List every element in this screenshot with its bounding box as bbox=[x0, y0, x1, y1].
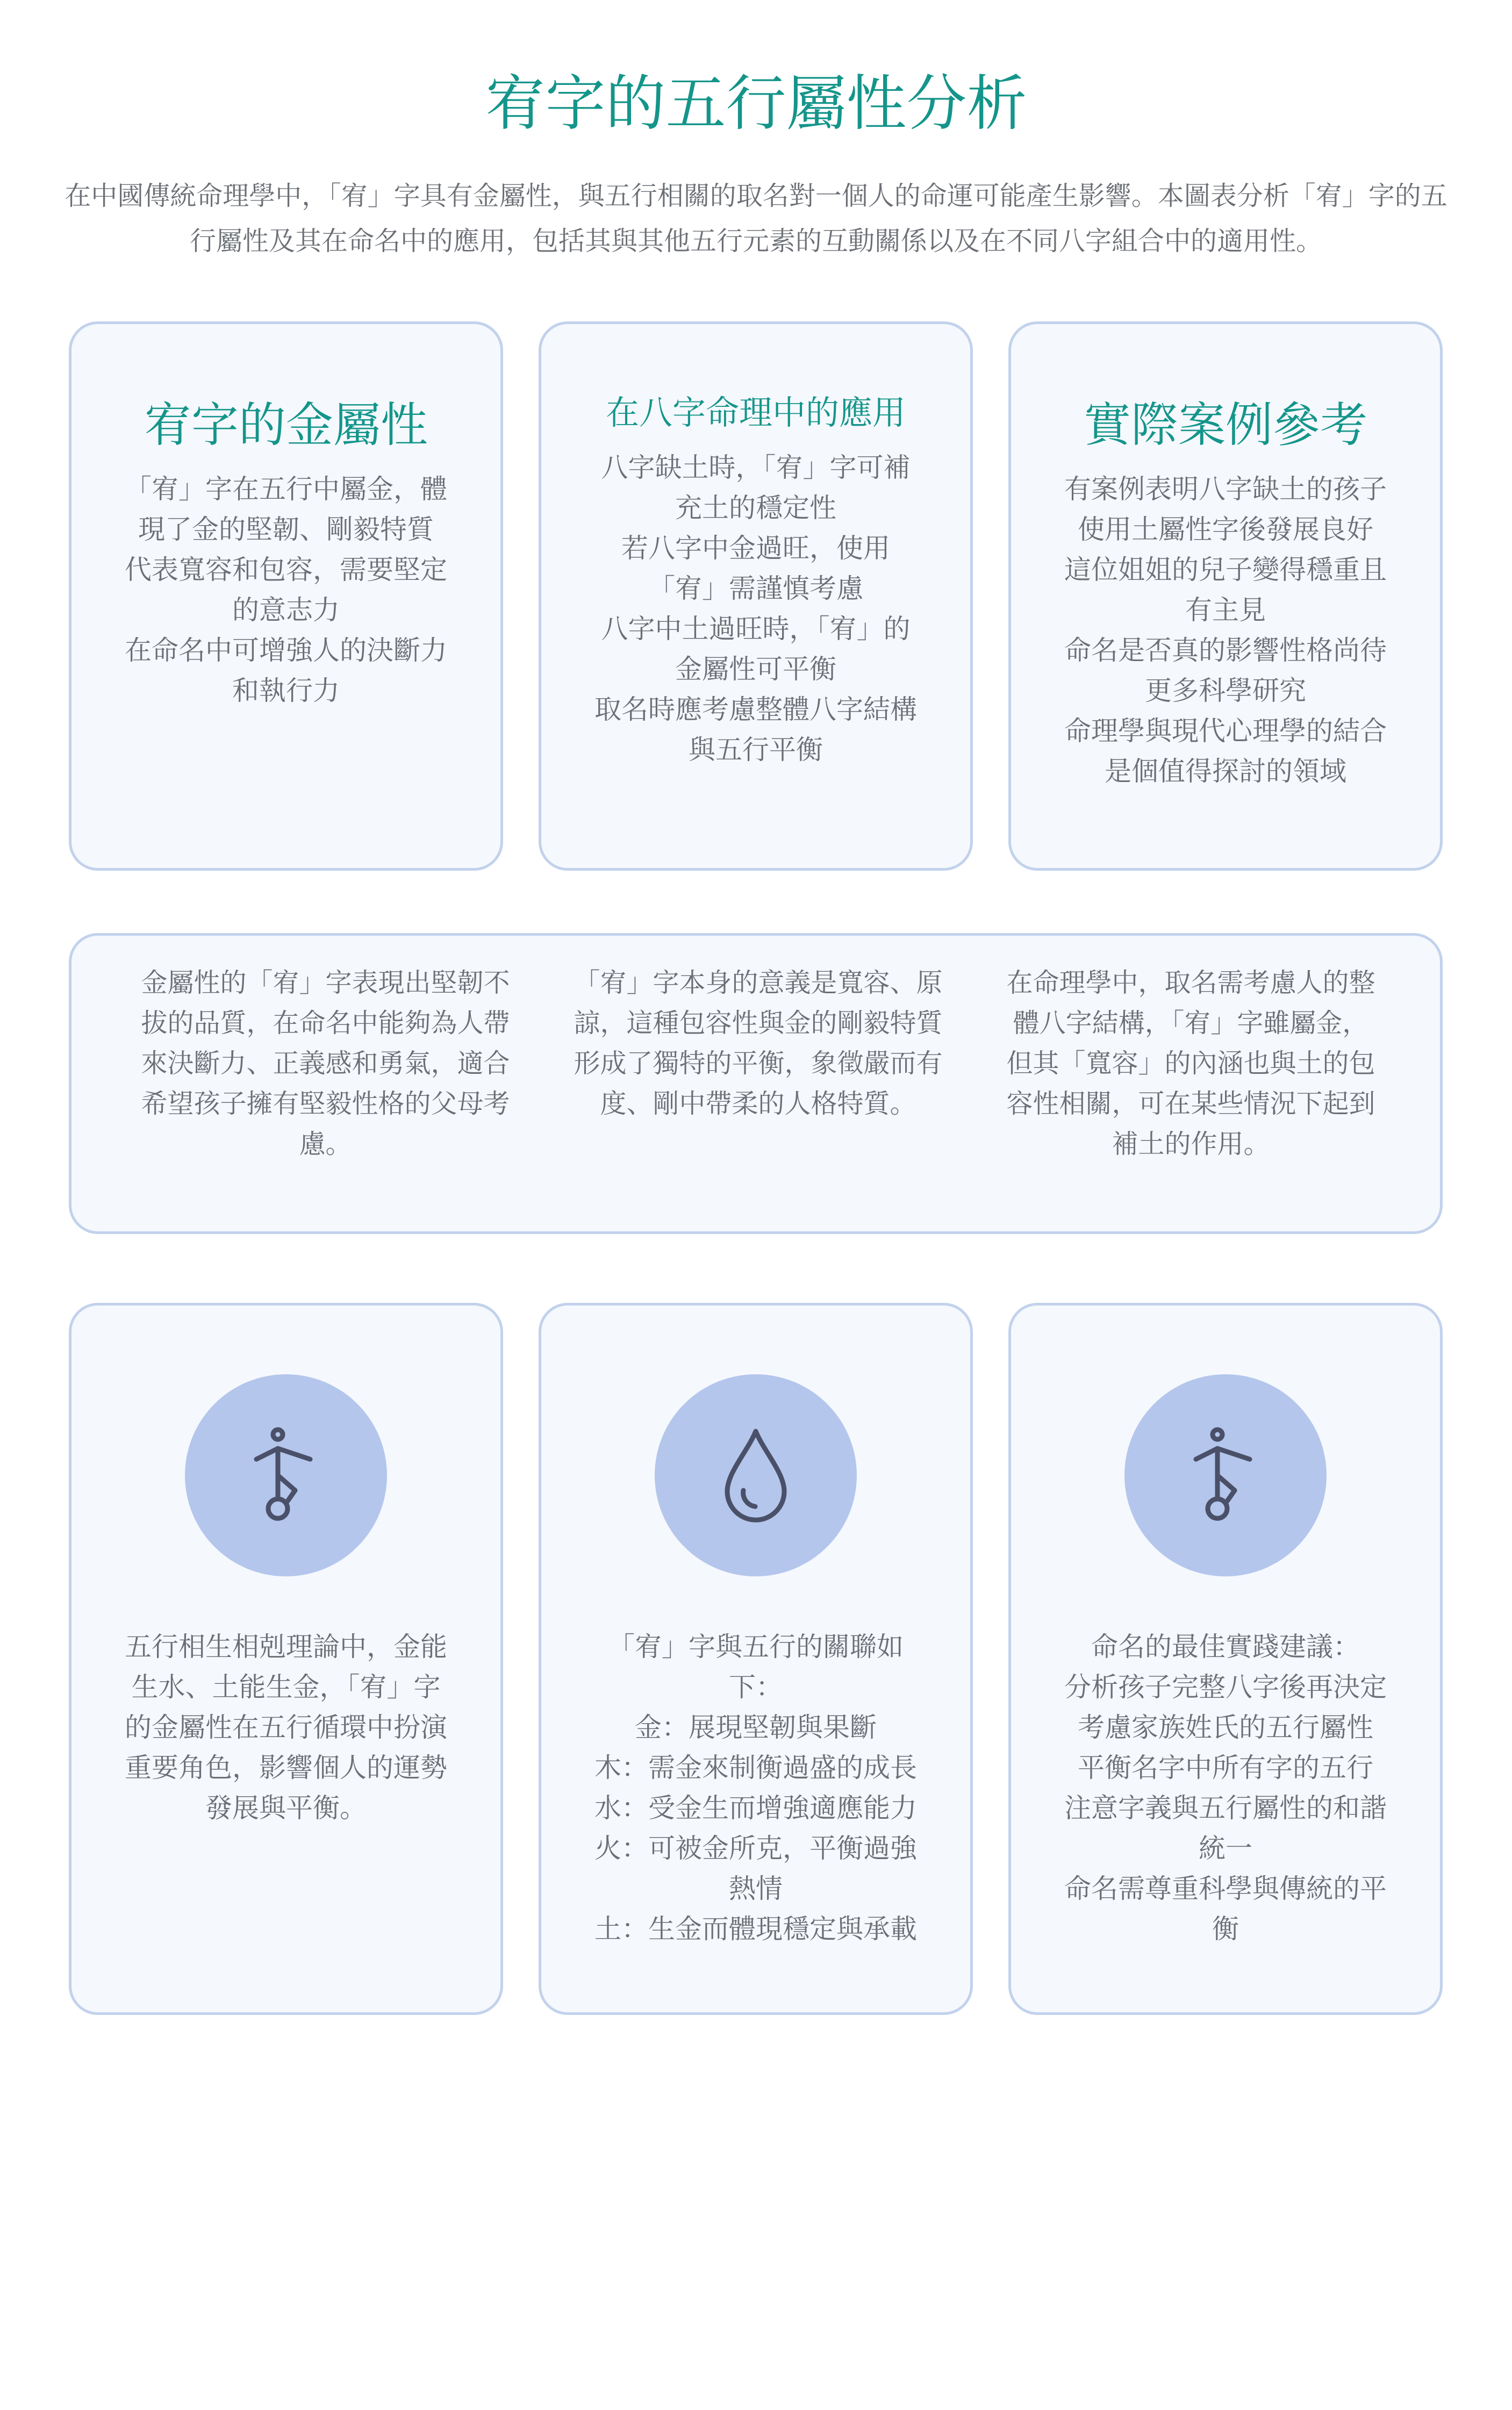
card-line: 的金屬性在五行循環中扮演 bbox=[125, 1712, 447, 1743]
summary-line: 來決斷力、正義感和勇氣，適合 bbox=[141, 1048, 510, 1079]
card-line: 命理學與現代心理學的結合 bbox=[1064, 715, 1387, 747]
summary-line: 希望孩子擁有堅毅性格的父母考 bbox=[141, 1088, 510, 1119]
page-title: 宥字的五行屬性分析 bbox=[485, 69, 1027, 139]
water-drop-icon bbox=[715, 1422, 796, 1529]
card-line: 是個值得探討的領域 bbox=[1105, 756, 1346, 787]
summary-line: 補土的作用。 bbox=[1112, 1129, 1270, 1159]
card-line: 木：需金來制衡過盛的成長 bbox=[594, 1752, 917, 1783]
card-line: 分析孩子完整八字後再決定 bbox=[1064, 1672, 1387, 1703]
card-line: 有案例表明八字缺土的孩子 bbox=[1064, 474, 1387, 505]
icon-circle bbox=[185, 1374, 387, 1576]
card-line: 「宥」需謹慎考慮 bbox=[648, 573, 863, 604]
card-line: 金：展現堅韌與果斷 bbox=[635, 1712, 877, 1743]
card-line: 和執行力 bbox=[232, 675, 340, 706]
card-line: 熱情 bbox=[729, 1873, 783, 1904]
summary-line: 在命理學中，取名需考慮人的整 bbox=[1006, 967, 1375, 998]
card-line: 這位姐姐的兒子變得穩重且 bbox=[1064, 554, 1387, 585]
card-line: 代表寬容和包容，需要堅定 bbox=[125, 554, 447, 585]
card-line: 重要角色，影響個人的運勢 bbox=[125, 1752, 447, 1783]
card-line: 五行相生相剋理論中，金能 bbox=[125, 1631, 447, 1662]
person-balancing-icon bbox=[1185, 1422, 1266, 1529]
summary-line: 容性相關，可在某些情況下起到 bbox=[1006, 1088, 1375, 1119]
card-line: 土：生金而體現穩定與承載 bbox=[594, 1913, 917, 1945]
intro-paragraph: 在中國傳統命理學中，「宥」字具有金屬性，與五行相關的取名對一個人的命運可能產生影響。本圖表分析「宥」字的五行屬性及其在命名中的應用，包括其與其他五行元素的互動關係以及在不同八字組合中的適用性。 bbox=[65, 181, 1447, 256]
card-line: 發展與平衡。 bbox=[205, 1792, 367, 1824]
card-line: 考慮家族姓氏的五行屬性 bbox=[1078, 1712, 1373, 1743]
card-body bbox=[71, 469, 500, 711]
card-line: 的意志力 bbox=[232, 594, 340, 626]
icon-circle bbox=[1124, 1374, 1327, 1576]
card-five-elements-cycle bbox=[69, 1303, 503, 2015]
card-line: 金屬性可平衡 bbox=[675, 654, 836, 685]
summary-line: 金屬性的「宥」字表現出堅韌不 bbox=[141, 967, 510, 998]
person-balancing-icon bbox=[246, 1422, 326, 1529]
card-line: 水：受金生而增強適應能力 bbox=[594, 1792, 917, 1824]
card-line: 與五行平衡 bbox=[689, 734, 823, 765]
card-line: 下： bbox=[729, 1672, 783, 1703]
card-title: 在八字命理中的應用 bbox=[605, 393, 906, 432]
card-line: 在命名中可增強人的決斷力 bbox=[125, 635, 447, 666]
summary-line: 慮。 bbox=[299, 1129, 352, 1159]
card-line: 更多科學研究 bbox=[1145, 675, 1306, 706]
card-line: 使用土屬性字後發展良好 bbox=[1078, 514, 1373, 545]
card-line: 命名的最佳實踐建議： bbox=[1091, 1631, 1360, 1662]
summary-column bbox=[991, 963, 1391, 1164]
summary-line: 拔的品質，在命名中能夠為人帶 bbox=[141, 1008, 510, 1038]
card-bazi-application bbox=[539, 321, 973, 871]
card-element-relations bbox=[539, 1303, 973, 2015]
summary-line: 諒，這種包容性與金的剛毅特質 bbox=[574, 1008, 943, 1038]
card-line: 有主見 bbox=[1185, 594, 1266, 626]
card-summary-wide bbox=[69, 933, 1443, 1234]
summary-line: 形成了獨特的平衡，象徵嚴而有 bbox=[574, 1048, 943, 1079]
summary-line: 體八字結構，「宥」字雖屬金， bbox=[1013, 1008, 1369, 1038]
card-line: 平衡名字中所有字的五行 bbox=[1078, 1752, 1373, 1783]
card-line: 衡 bbox=[1212, 1913, 1239, 1945]
card-line: 「宥」字與五行的關聯如 bbox=[608, 1631, 904, 1662]
icon-circle bbox=[655, 1374, 857, 1576]
summary-line: 但其「寬容」的內涵也與土的包 bbox=[1006, 1048, 1375, 1079]
card-title: 實際案例參考 bbox=[1083, 397, 1367, 453]
card-line: 八字缺土時，「宥」字可補 bbox=[601, 452, 911, 483]
card-naming-best-practice bbox=[1008, 1303, 1443, 2015]
card-body bbox=[541, 448, 970, 770]
card-line: 八字中土過旺時，「宥」的 bbox=[601, 613, 911, 644]
card-line: 現了金的堅韌、剛毅特質 bbox=[138, 514, 434, 545]
card-line: 取名時應考慮整體八字結構 bbox=[594, 694, 917, 725]
card-line: 若八字中金過旺，使用 bbox=[621, 533, 890, 564]
card-line: 「宥」字在五行中屬金，體 bbox=[125, 474, 447, 505]
summary-columns bbox=[125, 963, 1392, 1164]
card-metal-attribute bbox=[69, 321, 503, 871]
card-title: 宥字的金屬性 bbox=[144, 397, 428, 453]
summary-line: 度、剛中帶柔的人格特質。 bbox=[600, 1088, 916, 1119]
card-body bbox=[541, 1627, 970, 1949]
card-line: 統一 bbox=[1199, 1833, 1252, 1864]
summary-column bbox=[125, 963, 526, 1164]
card-line: 注意字義與五行屬性的和諧 bbox=[1064, 1792, 1387, 1824]
card-line: 火：可被金所克，平衡過強 bbox=[594, 1833, 917, 1864]
card-case-reference bbox=[1008, 321, 1443, 871]
card-line: 命名是否真的影響性格尚待 bbox=[1064, 635, 1387, 666]
card-body bbox=[71, 1627, 500, 1828]
card-line: 命名需尊重科學與傳統的平 bbox=[1064, 1873, 1387, 1904]
card-line: 生水、土能生金，「宥」字 bbox=[131, 1672, 441, 1703]
card-line: 充土的穩定性 bbox=[675, 492, 836, 523]
card-body bbox=[1011, 469, 1440, 792]
summary-column bbox=[558, 963, 958, 1164]
summary-line: 「宥」字本身的意義是寬容、原 bbox=[574, 967, 943, 998]
card-body bbox=[1011, 1627, 1440, 1949]
